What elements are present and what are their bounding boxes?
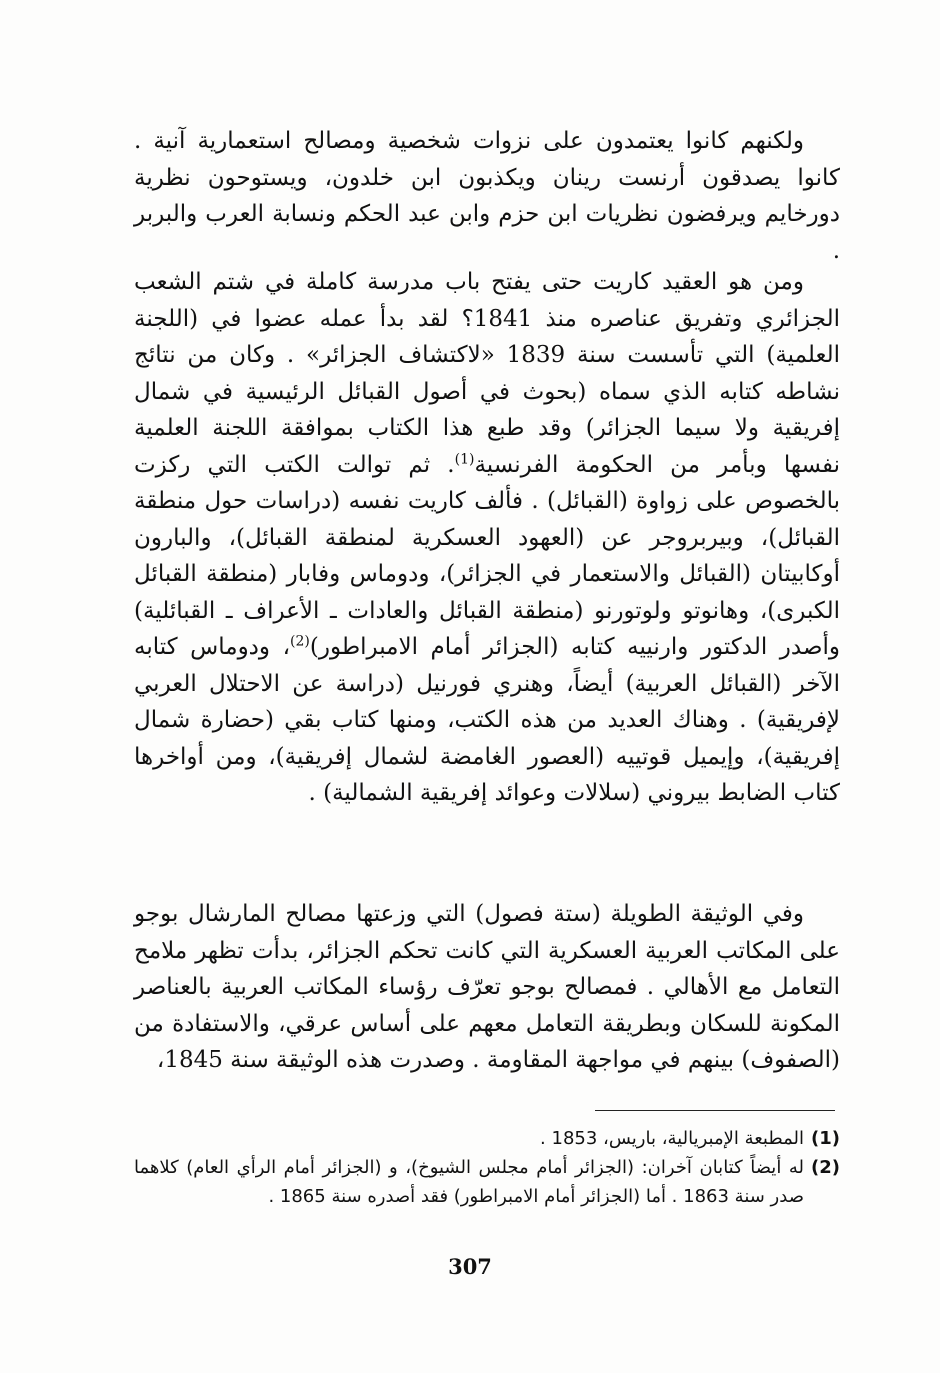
paragraph-2-part-2: . ثم توالت الكتب التي ركزت بالخصوص على زواوة (القبائل) . فألف كاريت نفسه (دراسات حول منطقة القبائل)، وبيربروجر عن (العهود العسكرية لمنطقة القبائل)، والبارون أوكابيتان (القبائل والاستعمار في الجزائر)، ودوماس وفابار (منطقة القبائل الكبرى)، وهانوتو ولوتورنو (منطقة القبائل والعادات ـ الأعراف ـ القبائلية) وأصدر الدكتور وارنييه كتابه (الجزائر أمام الامبراطور) [134,451,841,660]
footnotes [134,1124,840,1211]
footnote-ref-2[interactable]: (2) [290,633,310,650]
footnote-text: المطبعة الإمبريالية، باريس، 1853 . [540,1128,804,1149]
footnote-1 [134,1124,840,1153]
paragraph-2-part-3: ، ودوماس كتابه الآخر (القبائل العربية) أيضاً، وهنري فورنيل (دراسة عن الاحتلال العربي لإفريقية) . وهناك العديد من هذه الكتب، ومنها كتاب بقي (حضارة شمال إفريقية)، وإيميل قوتييه (العصور الغامضة لشمال إفريقية)، ومن أواخرها كتاب الضابط بيروني (سلالات وعوائد إفريقية الشمالية) . [134,634,840,806]
paragraph-2-part-1: ومن هو العقيد كاريت حتى يفتح باب مدرسة كاملة في شتم الشعب الجزائري وتفريق عناصره منذ 1841؟ لقد بدأ عمله عضوا في (اللجنة العلمية) التي تأسست سنة 1839 «لاكتشاف الجزائر» . وكان من نتائج نشاطه كتابه الذي سماه (بحوث في أصول القبائل الرئيسية في شمال إفريقية ولا سيما الجزائر) وقد طبع هذا الكتاب بموافقة اللجنة العلمية نفسها وبأمر من الحكومة الفرنسية [134,269,841,478]
footnote-divider [595,1110,835,1111]
footnote-text: له أيضاً كتابان آخران: (الجزائر أمام مجلس الشيوخ)، و (الجزائر أمام الرأي العام) كلاهما صدر سنة 1863 . أما (الجزائر أمام الامبراطور) فقد أصدره سنة 1865 . [134,1157,804,1207]
paragraph-2 [134,264,840,812]
paragraph-3: وفي الوثيقة الطويلة (ستة فصول) التي وزعتها مصالح المارشال بوجو على المكاتب العربية العسكرية التي كانت تحكم الجزائر، بدأت تظهر ملامح التعامل مع الأهالي . فمصالح بوجو تعرّف رؤساء المكاتب العربية بالعناصر المكونة للسكان وبطريقة التعامل معهم على أساس عرقي، والاستفادة من (الصفوف) بينهم في مواجهة المقاومة . وصدرت هذه الوثيقة سنة 1845، [134,901,840,1073]
footnote-2 [134,1153,840,1211]
footnote-ref-1[interactable]: (1) [454,450,475,467]
page-number: 307 [448,1254,492,1279]
paragraph-1: ولكنهم كانوا يعتمدون على نزوات شخصية ومصالح استعمارية آنية . كانوا يصدقون أرنست رينان ويكذبون ابن خلدون، ويستوحون نظرية دورخايم ويرفضون نظريات ابن حزم وابن عبد الحكم ونسابة العرب والبربر . [134,128,840,264]
footnote-number: (1) [811,1128,840,1149]
footnote-number: (2) [811,1157,840,1178]
